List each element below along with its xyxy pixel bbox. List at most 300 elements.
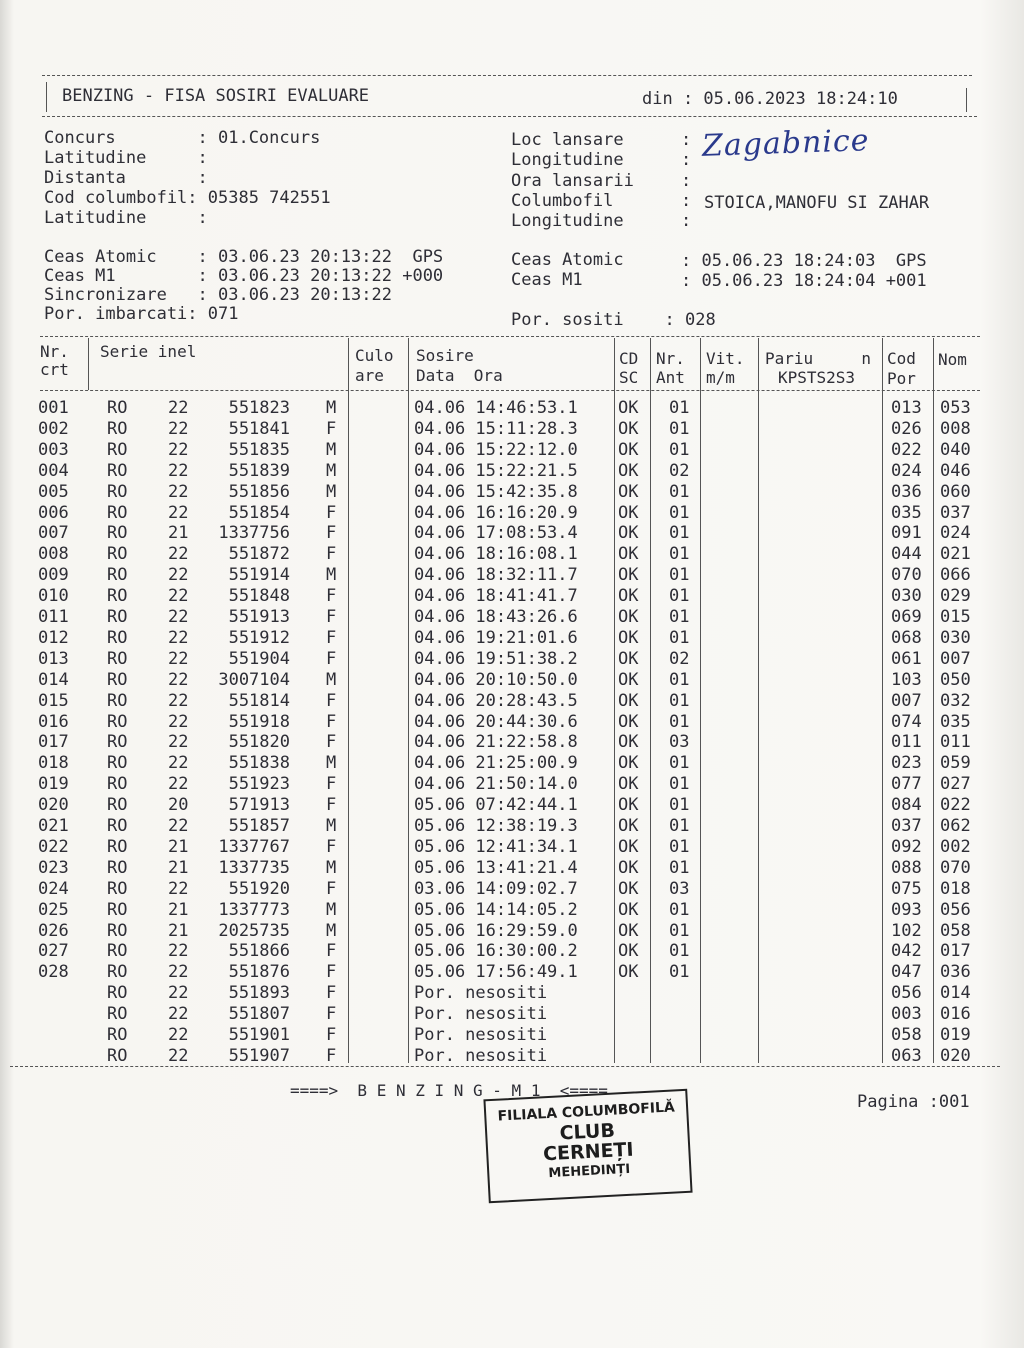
report-title: BENZING - FISA SOSIRI EVALUARE [62,86,370,106]
sex: M [326,439,337,460]
nom: 035 [940,711,971,732]
table-row [0,440,1024,461]
handwritten-loc-lansare: Zagabnice [701,123,871,164]
nr-ant: 01 [669,941,690,962]
cod-por: 007 [891,690,922,711]
arrival-datetime: 03.06 14:09:02.7 [414,878,578,899]
table-row [0,544,1024,565]
ring-number: 551876 [228,962,290,983]
sex: F [326,523,337,544]
nom: 053 [940,398,971,418]
ring-number: 551820 [228,732,290,753]
row-nr: 025 [38,899,69,920]
cd-status: OK [618,607,639,627]
program-footer: ====> B E N Z I N G - M 1 <==== [290,1081,608,1100]
cod-por: 093 [891,899,922,920]
ring-country: RO [107,941,128,962]
arrival-datetime: 05.06 16:30:00.2 [414,941,578,962]
cod-por: 044 [891,544,922,565]
ring-year: 22 [168,878,189,899]
porumbei-sositi: Por. sositi : 028 [511,310,716,330]
table-row [0,858,1024,879]
ring-country: RO [107,648,128,669]
sex: M [326,481,337,502]
nr-ant: 03 [669,732,690,753]
nom: 056 [940,899,971,920]
table-row [0,900,1024,921]
nom: 040 [940,439,971,460]
header-right-border [966,88,967,112]
table-row [0,649,1024,670]
nom: 037 [940,502,971,523]
nr-ant: 03 [669,878,690,899]
cd-status: OK [618,439,639,460]
ring-number: 551814 [228,690,290,711]
arrival-datetime: 04.06 17:08:53.4 [414,523,578,544]
sex: F [326,795,337,816]
ring-number: 551807 [228,1004,290,1025]
table-row [0,983,1024,1004]
sex: M [326,857,337,878]
ring-country: RO [107,627,128,648]
ring-country: RO [107,774,128,795]
sex: M [326,753,337,774]
club-stamp [483,1089,692,1204]
ring-number: 3007104 [218,669,290,690]
col-sc: SC [619,368,639,387]
nom: 060 [940,481,971,502]
header-top-border [42,75,972,76]
distanta-field: Distanta : [44,168,208,188]
rule-1 [88,338,89,390]
ring-country: RO [107,920,128,941]
nr-ant: 01 [669,836,690,857]
nom: 014 [940,983,971,1004]
ring-year: 22 [168,418,189,439]
col-nr: Nr. [40,342,69,361]
nr-ant: 01 [669,899,690,920]
arrival-datetime: 04.06 19:21:01.6 [414,627,578,648]
stamp-line-4: MEHEDINȚI [548,1161,631,1182]
arrival-datetime: Por. nesositi [414,1045,548,1066]
arrival-datetime: 04.06 21:25:00.9 [414,753,578,774]
row-nr: 017 [38,732,69,753]
colon-2: : [681,150,692,170]
table-row [0,712,1024,733]
cod-por: 036 [891,481,922,502]
cd-status: OK [618,774,639,795]
latitudine2-field: Latitudine : [44,208,208,228]
cd-status: OK [618,816,639,836]
row-nr: 022 [38,836,69,857]
nom: 027 [940,774,971,795]
latitudine-field: Latitudine : [44,148,208,168]
arrival-datetime: 05.06 12:38:19.3 [414,816,578,836]
row-nr: 006 [38,502,69,523]
ring-number: 551823 [228,398,290,418]
arrival-datetime: 04.06 20:28:43.5 [414,690,578,711]
ring-year: 22 [168,398,189,418]
cd-status: OK [618,857,639,878]
col-viteza: Vit. [706,349,745,368]
stamp-line-1: FILIALA COLUMBOFILĂ [497,1099,676,1125]
row-nr: 014 [38,669,69,690]
col-kpst: KPSTS2S3 [778,368,856,387]
row-nr: 001 [38,398,69,418]
nr-ant: 01 [669,523,690,544]
nr-ant: 01 [669,565,690,586]
arrival-datetime: 04.06 15:42:35.8 [414,481,578,502]
nom: 058 [940,920,971,941]
ring-number: 551839 [228,460,290,481]
sex: F [326,983,337,1004]
ring-country: RO [107,816,128,836]
ring-year: 22 [168,711,189,732]
ring-number: 551848 [228,586,290,607]
colon-5: : [681,211,692,231]
sex: F [326,836,337,857]
ring-country: RO [107,795,128,816]
arrival-datetime: 05.06 07:42:44.1 [414,795,578,816]
longitudine-label: Longitudine [511,150,624,170]
sex: F [326,586,337,607]
ring-year: 22 [168,460,189,481]
nom: 066 [940,565,971,586]
ring-year: 22 [168,774,189,795]
row-nr: 007 [38,523,69,544]
nom: 021 [940,544,971,565]
ring-year: 22 [168,1025,189,1045]
ring-country: RO [107,586,128,607]
cod-por: 024 [891,460,922,481]
col-nom: Nom [938,350,967,369]
nom: 002 [940,836,971,857]
ring-number: 1337735 [218,857,290,878]
cod-por: 070 [891,565,922,586]
cd-status: OK [618,836,639,857]
arrival-datetime: Por. nesositi [414,1004,548,1025]
nr-ant: 02 [669,460,690,481]
nr-ant: 01 [669,439,690,460]
arrival-datetime: 04.06 18:43:26.6 [414,607,578,627]
ring-country: RO [107,690,128,711]
row-nr: 011 [38,607,69,627]
nr-ant: 01 [669,690,690,711]
ring-year: 22 [168,690,189,711]
nr-ant: 01 [669,816,690,836]
nom: 029 [940,586,971,607]
arrival-datetime: Por. nesositi [414,1025,548,1045]
ring-year: 22 [168,648,189,669]
sex: F [326,607,337,627]
table-row [0,670,1024,691]
row-nr: 009 [38,565,69,586]
col-pariu: Pariu n [765,349,871,368]
nr-ant: 01 [669,586,690,607]
table-row [0,482,1024,503]
row-nr: 027 [38,941,69,962]
nom: 022 [940,795,971,816]
ring-number: 1337767 [218,836,290,857]
col-crt: crt [40,360,69,379]
ring-number: 551907 [228,1045,290,1066]
nr-ant: 01 [669,753,690,774]
row-nr: 005 [38,481,69,502]
table-row [0,941,1024,962]
cd-status: OK [618,920,639,941]
loc-lansare-label: Loc lansare [511,130,624,150]
ring-country: RO [107,878,128,899]
arrival-datetime: 04.06 15:22:21.5 [414,460,578,481]
ring-country: RO [107,418,128,439]
table-row [0,565,1024,586]
ring-number: 551835 [228,439,290,460]
arrival-datetime: 04.06 15:11:28.3 [414,418,578,439]
cod-por: 091 [891,523,922,544]
columbofil-label: Columbofil [511,191,614,211]
nom: 020 [940,1045,971,1066]
cd-status: OK [618,962,639,983]
colon-3: : [681,171,692,191]
sex: F [326,878,337,899]
ring-year: 22 [168,816,189,836]
nom: 018 [940,878,971,899]
col-cd: CD [619,349,639,368]
ring-country: RO [107,1004,128,1025]
sex: M [326,460,337,481]
sex: F [326,690,337,711]
cod-por: 030 [891,586,922,607]
ring-number: 551923 [228,774,290,795]
sex: F [326,941,337,962]
cod-por: 075 [891,878,922,899]
cd-status: OK [618,878,639,899]
arrival-datetime: 05.06 13:41:21.4 [414,857,578,878]
nr-ant: 01 [669,502,690,523]
sex: F [326,1025,337,1045]
ring-year: 21 [168,920,189,941]
col-sosire: Sosire [416,346,474,365]
ring-number: 1337756 [218,523,290,544]
arrival-datetime: 05.06 12:41:34.1 [414,836,578,857]
ring-country: RO [107,983,128,1004]
cd-status: OK [618,648,639,669]
table-row [0,419,1024,440]
cd-status: OK [618,941,639,962]
sex: F [326,711,337,732]
colon-1: : [681,130,692,150]
ceas-m1-right: : 05.06.23 18:24:04 +001 [681,271,927,291]
ring-number: 551857 [228,816,290,836]
nom: 032 [940,690,971,711]
cd-status: OK [618,690,639,711]
arrival-datetime: 04.06 19:51:38.2 [414,648,578,669]
arrival-datetime: 04.06 16:16:20.9 [414,502,578,523]
cd-status: OK [618,732,639,753]
sex: F [326,774,337,795]
ring-year: 22 [168,502,189,523]
ring-year: 21 [168,836,189,857]
cod-por: 077 [891,774,922,795]
cod-por: 013 [891,398,922,418]
cd-status: OK [618,711,639,732]
nr-ant: 01 [669,962,690,983]
table-row [0,774,1024,795]
row-nr: 020 [38,795,69,816]
cd-status: OK [618,418,639,439]
nom: 036 [940,962,971,983]
ring-number: 551841 [228,418,290,439]
col-culoare-2: are [355,366,384,385]
nom: 046 [940,460,971,481]
cd-status: OK [618,544,639,565]
nr-ant: 01 [669,669,690,690]
cod-por: 103 [891,669,922,690]
ring-country: RO [107,481,128,502]
ring-country: RO [107,460,128,481]
table-bottom-border [10,1066,1000,1067]
ring-country: RO [107,669,128,690]
nr-ant: 01 [669,795,690,816]
arrival-datetime: 04.06 15:22:12.0 [414,439,578,460]
arrival-datetime: 05.06 16:29:59.0 [414,920,578,941]
sex: M [326,899,337,920]
ring-country: RO [107,439,128,460]
cod-por: 102 [891,920,922,941]
ring-country: RO [107,544,128,565]
nom: 015 [940,607,971,627]
header-bottom-border [42,116,977,117]
row-nr: 002 [38,418,69,439]
sex: M [326,565,337,586]
cod-por: 084 [891,795,922,816]
ring-year: 22 [168,439,189,460]
ring-number: 551893 [228,983,290,1004]
cd-status: OK [618,753,639,774]
row-nr: 021 [38,816,69,836]
sex: F [326,962,337,983]
sex: F [326,502,337,523]
table-row [0,628,1024,649]
sex: M [326,669,337,690]
nr-ant: 01 [669,920,690,941]
ring-year: 22 [168,627,189,648]
sex: F [326,1004,337,1025]
cd-status: OK [618,899,639,920]
col-por: Por [887,369,916,388]
nom: 016 [940,1004,971,1025]
arrival-datetime: 05.06 17:56:49.1 [414,962,578,983]
row-nr: 024 [38,878,69,899]
ring-year: 21 [168,899,189,920]
nr-ant: 01 [669,711,690,732]
ceas-atomic-left: Ceas Atomic : 03.06.23 20:13:22 GPS [44,247,444,267]
sex: F [326,1045,337,1066]
cd-status: OK [618,586,639,607]
row-nr: 012 [38,627,69,648]
ring-number: 551904 [228,648,290,669]
nom: 059 [940,753,971,774]
ring-country: RO [107,962,128,983]
table-row [0,1004,1024,1025]
arrival-datetime: 05.06 14:14:05.2 [414,899,578,920]
ring-country: RO [107,1025,128,1045]
table-row [0,921,1024,942]
cd-status: OK [618,481,639,502]
col-culoare: Culo [355,346,394,365]
sex: F [326,627,337,648]
ring-year: 20 [168,795,189,816]
nom: 030 [940,627,971,648]
table-row [0,879,1024,900]
header-left-border [46,82,47,112]
sex: F [326,544,337,565]
nom: 050 [940,669,971,690]
cod-columbofil-field: Cod columbofil: 05385 742551 [44,188,331,208]
report-date: din : 05.06.2023 18:24:10 [642,89,898,109]
sex: F [326,732,337,753]
row-nr: 010 [38,586,69,607]
row-nr: 023 [38,857,69,878]
ring-country: RO [107,899,128,920]
ring-year: 22 [168,544,189,565]
ring-number: 551872 [228,544,290,565]
ring-number: 551854 [228,502,290,523]
row-nr: 004 [38,460,69,481]
arrival-datetime: 04.06 21:22:58.8 [414,732,578,753]
nr-ant: 01 [669,627,690,648]
ring-year: 22 [168,607,189,627]
concurs-field: Concurs : 01.Concurs [44,128,321,148]
col-nr-ant: Nr. [656,349,685,368]
ring-country: RO [107,1045,128,1066]
arrival-datetime: 04.06 18:16:08.1 [414,544,578,565]
nom: 070 [940,857,971,878]
table-row [0,753,1024,774]
arrival-datetime: Por. nesositi [414,983,548,1004]
sex: M [326,920,337,941]
cd-status: OK [618,627,639,648]
cod-por: 063 [891,1045,922,1066]
ring-year: 21 [168,523,189,544]
ring-country: RO [107,857,128,878]
cod-por: 023 [891,753,922,774]
col-mm: m/m [706,368,735,387]
nom: 062 [940,816,971,836]
ring-number: 551914 [228,565,290,586]
ceas-atomic-right-label: Ceas Atomic [511,250,624,270]
cod-por: 037 [891,816,922,836]
row-nr: 026 [38,920,69,941]
table-row [0,461,1024,482]
cod-por: 035 [891,502,922,523]
cod-por: 056 [891,983,922,1004]
nom: 008 [940,418,971,439]
ring-number: 551920 [228,878,290,899]
ring-country: RO [107,711,128,732]
longitudine2-label: Longitudine [511,211,624,231]
cd-status: OK [618,502,639,523]
stamp-line-3: CERNEȚI [542,1138,635,1166]
cd-status: OK [618,795,639,816]
ora-lansarii-label: Ora lansarii [511,171,634,191]
nr-ant: 01 [669,607,690,627]
ring-year: 22 [168,962,189,983]
table-row [0,1046,1024,1067]
arrival-datetime: 04.06 20:44:30.6 [414,711,578,732]
cod-por: 022 [891,439,922,460]
row-nr: 015 [38,690,69,711]
